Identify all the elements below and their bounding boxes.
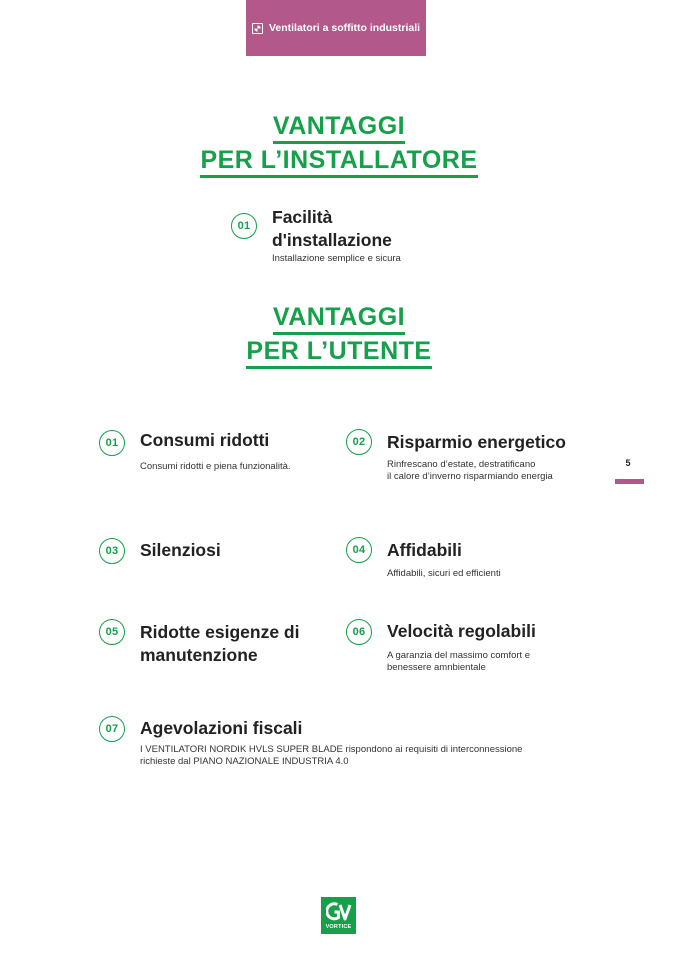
installer-item-title-line2: d'installazione [272,230,392,250]
header-tab [246,0,426,56]
user-item-title: Consumi ridotti [140,430,270,450]
user-item-number-badge: 02 [346,429,372,455]
installer-item-title-line1: Facilità [272,207,333,227]
logo-text: VORTICE [325,924,352,930]
user-item-title: Velocità regolabili [387,621,536,641]
vortice-logo [321,897,356,934]
user-item-number-badge: 07 [99,716,125,742]
user-item-description: A garanzia del massimo comfort e benessere amnbientale [387,650,531,673]
header-tab-label: Ventilatori a soffitto industriali [268,22,421,34]
user-item-description: Rinfrescano d’estate, destratificano il calore d’inverno risparmiando energia [387,459,553,482]
user-item-title-line2: manutenzione [140,645,258,665]
user-item-description: I VENTILATORI NORDIK HVLS SUPER BLADE rispondono ai requisiti di interconnessione richieste dal PIANO NAZIONALE INDUSTRIA 4.0 [140,744,523,767]
user-item-description: Consumi ridotti e piena funzionalità. [140,461,291,472]
user-item-number-badge: 06 [346,619,372,645]
user-item-title: Affidabili [387,540,462,560]
installer-item-title [272,206,392,252]
user-heading [0,301,678,369]
user-item-number-badge: 01 [99,430,125,456]
installer-item-number-badge: 01 [231,213,257,239]
user-item-title-line1: Ridotte esigenze di [140,622,300,642]
user-item-title: Risparmio energetico [387,432,566,452]
user-item-title: Agevolazioni fiscali [140,718,303,738]
vortice-logo-icon [326,901,352,923]
user-item-number-badge: 05 [99,619,125,645]
installer-item-description: Installazione semplice e sicura [272,253,401,264]
installer-heading-line2: PER L’INSTALLATORE [200,146,477,178]
installer-heading-line1: VANTAGGI [273,112,405,144]
user-item-description: Affidabili, sicuri ed efficienti [387,568,501,579]
user-heading-line2: PER L’UTENTE [246,337,431,369]
user-heading-line1: VANTAGGI [273,303,405,335]
fan-box-icon [252,23,263,34]
user-item-title [140,621,299,667]
page-number: 5 [625,458,631,468]
installer-heading [0,110,678,178]
user-item-number-badge: 04 [346,537,372,563]
page-marker-bar [615,479,644,484]
user-item-number-badge: 03 [99,538,125,564]
user-item-title: Silenziosi [140,540,221,560]
